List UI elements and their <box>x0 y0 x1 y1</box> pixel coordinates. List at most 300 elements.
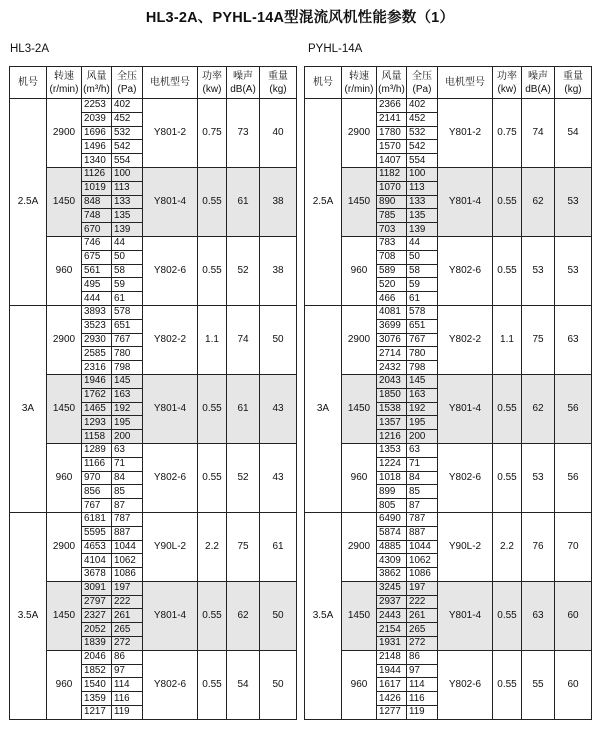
pressure-cell: 554 <box>407 154 438 168</box>
pressure-cell: 113 <box>407 181 438 195</box>
weight-cell: 38 <box>260 167 297 236</box>
airflow-cell: 1931 <box>377 637 407 651</box>
airflow-cell: 2930 <box>82 333 112 347</box>
power-cell: 0.55 <box>198 581 227 650</box>
pressure-cell: 50 <box>407 250 438 264</box>
airflow-cell: 4653 <box>82 540 112 554</box>
airflow-cell: 1465 <box>82 402 112 416</box>
pressure-cell: 145 <box>407 374 438 388</box>
pressure-cell: 63 <box>112 443 143 457</box>
motor-model-cell: Y801-2 <box>143 99 198 168</box>
noise-cell: 76 <box>522 512 555 581</box>
speed-cell: 960 <box>342 650 377 719</box>
pressure-cell: 200 <box>112 430 143 444</box>
weight-cell: 40 <box>260 99 297 168</box>
header-power: 功率 (kw) <box>493 67 522 99</box>
airflow-cell: 783 <box>377 236 407 250</box>
airflow-cell: 1839 <box>82 637 112 651</box>
speed-cell: 2900 <box>47 512 82 581</box>
speed-cell: 1450 <box>342 581 377 650</box>
airflow-cell: 1496 <box>82 140 112 154</box>
pressure-cell: 272 <box>407 637 438 651</box>
pressure-cell: 265 <box>112 623 143 637</box>
pressure-cell: 119 <box>112 706 143 720</box>
airflow-cell: 2052 <box>82 623 112 637</box>
motor-model-cell: Y90L-2 <box>438 512 493 581</box>
airflow-cell: 1359 <box>82 692 112 706</box>
speed-cell: 1450 <box>342 374 377 443</box>
weight-cell: 63 <box>555 305 592 374</box>
pressure-cell: 163 <box>112 388 143 402</box>
pressure-cell: 261 <box>112 609 143 623</box>
pressure-cell: 139 <box>407 223 438 237</box>
motor-model-cell: Y802-2 <box>143 305 198 374</box>
airflow-cell: 1944 <box>377 664 407 678</box>
airflow-cell: 2154 <box>377 623 407 637</box>
airflow-cell: 3678 <box>82 568 112 582</box>
pressure-cell: 1062 <box>112 554 143 568</box>
motor-model-cell: Y801-2 <box>438 99 493 168</box>
pressure-cell: 578 <box>112 305 143 319</box>
airflow-cell: 3245 <box>377 581 407 595</box>
noise-cell: 75 <box>227 512 260 581</box>
airflow-cell: 1538 <box>377 402 407 416</box>
table-row <box>305 167 592 181</box>
table-row <box>10 374 297 388</box>
noise-cell: 53 <box>522 236 555 305</box>
airflow-cell: 1570 <box>377 140 407 154</box>
weight-cell: 56 <box>555 443 592 512</box>
noise-cell: 74 <box>522 99 555 168</box>
header-motor-model: 电机型号 <box>143 67 198 99</box>
header-fan-no: 机号 <box>305 67 342 99</box>
pressure-cell: 71 <box>407 457 438 471</box>
airflow-cell: 1224 <box>377 457 407 471</box>
noise-cell: 62 <box>522 374 555 443</box>
airflow-cell: 3699 <box>377 319 407 333</box>
speed-cell: 2900 <box>342 99 377 168</box>
pressure-cell: 554 <box>112 154 143 168</box>
table-row <box>305 512 592 526</box>
pressure-cell: 798 <box>407 361 438 375</box>
fan-no-cell: 3.5A <box>305 512 342 719</box>
airflow-cell: 3091 <box>82 581 112 595</box>
header-power: 功率 (kw) <box>198 67 227 99</box>
airflow-cell: 890 <box>377 195 407 209</box>
pressure-cell: 114 <box>112 678 143 692</box>
power-cell: 1.1 <box>493 305 522 374</box>
pressure-cell: 63 <box>407 443 438 457</box>
table-row <box>10 305 297 319</box>
pressure-cell: 222 <box>407 595 438 609</box>
pressure-cell: 197 <box>407 581 438 595</box>
airflow-cell: 856 <box>82 485 112 499</box>
motor-model-cell: Y802-6 <box>143 443 198 512</box>
pressure-cell: 197 <box>112 581 143 595</box>
airflow-cell: 703 <box>377 223 407 237</box>
pressure-cell: 272 <box>112 637 143 651</box>
airflow-cell: 708 <box>377 250 407 264</box>
fan-no-cell: 2.5A <box>305 99 342 306</box>
airflow-cell: 746 <box>82 236 112 250</box>
pressure-cell: 44 <box>112 236 143 250</box>
airflow-cell: 2714 <box>377 347 407 361</box>
power-cell: 1.1 <box>198 305 227 374</box>
weight-cell: 43 <box>260 374 297 443</box>
speed-cell: 960 <box>47 236 82 305</box>
airflow-cell: 3893 <box>82 305 112 319</box>
pressure-cell: 135 <box>112 209 143 223</box>
airflow-cell: 4885 <box>377 540 407 554</box>
airflow-cell: 2148 <box>377 650 407 664</box>
airflow-cell: 767 <box>82 499 112 513</box>
pressure-cell: 97 <box>407 664 438 678</box>
motor-model-cell: Y802-6 <box>438 236 493 305</box>
airflow-cell: 1166 <box>82 457 112 471</box>
airflow-cell: 3076 <box>377 333 407 347</box>
airflow-cell: 2039 <box>82 112 112 126</box>
airflow-cell: 1070 <box>377 181 407 195</box>
pressure-cell: 59 <box>112 278 143 292</box>
airflow-cell: 4104 <box>82 554 112 568</box>
airflow-cell: 3523 <box>82 319 112 333</box>
pressure-cell: 1044 <box>112 540 143 554</box>
airflow-cell: 2797 <box>82 595 112 609</box>
airflow-cell: 848 <box>82 195 112 209</box>
header-airflow: 风量 (m³/h) <box>82 67 112 99</box>
airflow-cell: 2937 <box>377 595 407 609</box>
motor-model-cell: Y802-6 <box>438 443 493 512</box>
pressure-cell: 116 <box>112 692 143 706</box>
power-cell: 0.55 <box>493 650 522 719</box>
pressure-cell: 192 <box>407 402 438 416</box>
power-cell: 0.55 <box>198 167 227 236</box>
table-row <box>10 512 297 526</box>
airflow-cell: 2327 <box>82 609 112 623</box>
weight-cell: 60 <box>555 650 592 719</box>
motor-model-cell: Y802-6 <box>438 650 493 719</box>
fan-no-cell: 3A <box>10 305 47 512</box>
noise-cell: 74 <box>227 305 260 374</box>
speed-cell: 1450 <box>47 167 82 236</box>
weight-cell: 50 <box>260 581 297 650</box>
table-row <box>305 236 592 250</box>
weight-cell: 43 <box>260 443 297 512</box>
pressure-cell: 1062 <box>407 554 438 568</box>
power-cell: 2.2 <box>198 512 227 581</box>
pressure-cell: 798 <box>112 361 143 375</box>
pressure-cell: 200 <box>407 430 438 444</box>
airflow-cell: 1289 <box>82 443 112 457</box>
speed-cell: 1450 <box>47 581 82 650</box>
power-cell: 0.55 <box>493 236 522 305</box>
speed-cell: 960 <box>342 443 377 512</box>
noise-cell: 73 <box>227 99 260 168</box>
pressure-cell: 50 <box>112 250 143 264</box>
pressure-cell: 61 <box>112 292 143 306</box>
airflow-cell: 2443 <box>377 609 407 623</box>
airflow-cell: 670 <box>82 223 112 237</box>
table-row <box>305 305 592 319</box>
pressure-cell: 192 <box>112 402 143 416</box>
pressure-cell: 44 <box>407 236 438 250</box>
pressure-cell: 532 <box>407 126 438 140</box>
motor-model-cell: Y90L-2 <box>143 512 198 581</box>
airflow-cell: 444 <box>82 292 112 306</box>
pressure-cell: 85 <box>407 485 438 499</box>
pressure-cell: 59 <box>407 278 438 292</box>
table-row <box>305 581 592 595</box>
airflow-cell: 899 <box>377 485 407 499</box>
weight-cell: 61 <box>260 512 297 581</box>
pressure-cell: 145 <box>112 374 143 388</box>
power-cell: 0.55 <box>493 581 522 650</box>
weight-cell: 70 <box>555 512 592 581</box>
motor-model-cell: Y801-4 <box>143 374 198 443</box>
power-cell: 0.55 <box>493 374 522 443</box>
pressure-cell: 84 <box>112 471 143 485</box>
speed-cell: 1450 <box>342 167 377 236</box>
fan-no-cell: 3A <box>305 305 342 512</box>
table-row <box>10 99 297 113</box>
airflow-cell: 1216 <box>377 430 407 444</box>
pressure-cell: 84 <box>407 471 438 485</box>
noise-cell: 62 <box>227 581 260 650</box>
airflow-cell: 2043 <box>377 374 407 388</box>
airflow-cell: 1357 <box>377 416 407 430</box>
pressure-cell: 265 <box>407 623 438 637</box>
header-noise: 噪声 dB(A) <box>522 67 555 99</box>
pressure-cell: 452 <box>407 112 438 126</box>
airflow-cell: 561 <box>82 264 112 278</box>
airflow-cell: 1217 <box>82 706 112 720</box>
power-cell: 0.55 <box>198 650 227 719</box>
speed-cell: 960 <box>47 650 82 719</box>
pressure-cell: 195 <box>407 416 438 430</box>
pressure-cell: 195 <box>112 416 143 430</box>
pressure-cell: 402 <box>112 99 143 113</box>
pressure-cell: 780 <box>112 347 143 361</box>
pressure-cell: 1086 <box>112 568 143 582</box>
airflow-cell: 2046 <box>82 650 112 664</box>
pressure-cell: 87 <box>407 499 438 513</box>
airflow-cell: 1780 <box>377 126 407 140</box>
pressure-cell: 222 <box>112 595 143 609</box>
airflow-cell: 520 <box>377 278 407 292</box>
header-row <box>10 67 297 99</box>
speed-cell: 2900 <box>342 512 377 581</box>
table-row <box>10 443 297 457</box>
weight-cell: 53 <box>555 167 592 236</box>
airflow-cell: 4081 <box>377 305 407 319</box>
page-title: HL3-2A、PYHL-14A型混流风机性能参数（1） <box>145 10 455 26</box>
airflow-cell: 5874 <box>377 526 407 540</box>
airflow-cell: 5595 <box>82 526 112 540</box>
header-weight: 重量 (kg) <box>260 67 297 99</box>
noise-cell: 53 <box>522 443 555 512</box>
header-pressure: 全压 (Pa) <box>407 67 438 99</box>
pressure-cell: 542 <box>407 140 438 154</box>
pressure-cell: 114 <box>407 678 438 692</box>
weight-cell: 53 <box>555 236 592 305</box>
table-row <box>10 650 297 664</box>
airflow-cell: 6181 <box>82 512 112 526</box>
pressure-cell: 767 <box>407 333 438 347</box>
airflow-cell: 1293 <box>82 416 112 430</box>
noise-cell: 52 <box>227 443 260 512</box>
header-fan-no: 机号 <box>10 67 47 99</box>
pressure-cell: 119 <box>407 706 438 720</box>
noise-cell: 52 <box>227 236 260 305</box>
airflow-cell: 2316 <box>82 361 112 375</box>
weight-cell: 60 <box>555 581 592 650</box>
speed-cell: 2900 <box>47 305 82 374</box>
airflow-cell: 1353 <box>377 443 407 457</box>
airflow-cell: 2366 <box>377 99 407 113</box>
pressure-cell: 100 <box>112 167 143 181</box>
airflow-cell: 805 <box>377 499 407 513</box>
airflow-cell: 3862 <box>377 568 407 582</box>
pressure-cell: 651 <box>407 319 438 333</box>
airflow-cell: 675 <box>82 250 112 264</box>
noise-cell: 61 <box>227 167 260 236</box>
airflow-cell: 1126 <box>82 167 112 181</box>
weight-cell: 38 <box>260 236 297 305</box>
fan-no-cell: 2.5A <box>10 99 47 306</box>
weight-cell: 54 <box>555 99 592 168</box>
table-row <box>305 443 592 457</box>
speed-cell: 960 <box>47 443 82 512</box>
motor-model-cell: Y802-6 <box>143 236 198 305</box>
airflow-cell: 1696 <box>82 126 112 140</box>
airflow-cell: 1277 <box>377 706 407 720</box>
header-airflow: 风量 (m³/h) <box>377 67 407 99</box>
weight-cell: 50 <box>260 650 297 719</box>
noise-cell: 55 <box>522 650 555 719</box>
airflow-cell: 1852 <box>82 664 112 678</box>
table-row <box>10 581 297 595</box>
motor-model-cell: Y802-2 <box>438 305 493 374</box>
airflow-cell: 495 <box>82 278 112 292</box>
header-speed: 转速 (r/min) <box>342 67 377 99</box>
pressure-cell: 452 <box>112 112 143 126</box>
pressure-cell: 1086 <box>407 568 438 582</box>
right-table-label: PYHL-14A <box>308 43 363 55</box>
header-weight: 重量 (kg) <box>555 67 592 99</box>
pressure-cell: 887 <box>407 526 438 540</box>
pressure-cell: 542 <box>112 140 143 154</box>
pressure-cell: 113 <box>112 181 143 195</box>
header-motor-model: 电机型号 <box>438 67 493 99</box>
airflow-cell: 2585 <box>82 347 112 361</box>
motor-model-cell: Y801-4 <box>438 374 493 443</box>
power-cell: 0.75 <box>493 99 522 168</box>
airflow-cell: 785 <box>377 209 407 223</box>
airflow-cell: 466 <box>377 292 407 306</box>
pressure-cell: 787 <box>112 512 143 526</box>
airflow-cell: 1182 <box>377 167 407 181</box>
table-row <box>10 167 297 181</box>
pressure-cell: 261 <box>407 609 438 623</box>
noise-cell: 63 <box>522 581 555 650</box>
power-cell: 0.75 <box>198 99 227 168</box>
airflow-cell: 748 <box>82 209 112 223</box>
airflow-cell: 6490 <box>377 512 407 526</box>
airflow-cell: 1018 <box>377 471 407 485</box>
power-cell: 0.55 <box>493 167 522 236</box>
pressure-cell: 787 <box>407 512 438 526</box>
table-row <box>305 99 592 113</box>
airflow-cell: 1617 <box>377 678 407 692</box>
weight-cell: 56 <box>555 374 592 443</box>
pressure-cell: 133 <box>112 195 143 209</box>
airflow-cell: 4309 <box>377 554 407 568</box>
airflow-cell: 970 <box>82 471 112 485</box>
pressure-cell: 100 <box>407 167 438 181</box>
header-pressure: 全压 (Pa) <box>112 67 143 99</box>
motor-model-cell: Y801-4 <box>143 581 198 650</box>
pressure-cell: 86 <box>112 650 143 664</box>
noise-cell: 75 <box>522 305 555 374</box>
left-table-label: HL3-2A <box>10 43 49 55</box>
power-cell: 0.55 <box>493 443 522 512</box>
power-cell: 0.55 <box>198 443 227 512</box>
airflow-cell: 1540 <box>82 678 112 692</box>
power-cell: 0.55 <box>198 374 227 443</box>
airflow-cell: 2432 <box>377 361 407 375</box>
airflow-cell: 1762 <box>82 388 112 402</box>
weight-cell: 50 <box>260 305 297 374</box>
pressure-cell: 97 <box>112 664 143 678</box>
speed-cell: 2900 <box>47 99 82 168</box>
header-speed: 转速 (r/min) <box>47 67 82 99</box>
table-row <box>305 650 592 664</box>
airflow-cell: 2141 <box>377 112 407 126</box>
pyhl-14a-performance-table <box>304 66 592 720</box>
motor-model-cell: Y801-4 <box>438 581 493 650</box>
motor-model-cell: Y802-6 <box>143 650 198 719</box>
pressure-cell: 71 <box>112 457 143 471</box>
pressure-cell: 87 <box>112 499 143 513</box>
hl3-2a-performance-table <box>9 66 297 720</box>
header-row <box>305 67 592 99</box>
airflow-cell: 1946 <box>82 374 112 388</box>
airflow-cell: 1158 <box>82 430 112 444</box>
pressure-cell: 780 <box>407 347 438 361</box>
fan-no-cell: 3.5A <box>10 512 47 719</box>
pressure-cell: 139 <box>112 223 143 237</box>
noise-cell: 61 <box>227 374 260 443</box>
pressure-cell: 58 <box>407 264 438 278</box>
pressure-cell: 532 <box>112 126 143 140</box>
pressure-cell: 887 <box>112 526 143 540</box>
power-cell: 2.2 <box>493 512 522 581</box>
motor-model-cell: Y801-4 <box>143 167 198 236</box>
pressure-cell: 58 <box>112 264 143 278</box>
airflow-cell: 2253 <box>82 99 112 113</box>
airflow-cell: 1850 <box>377 388 407 402</box>
pressure-cell: 163 <box>407 388 438 402</box>
pressure-cell: 651 <box>112 319 143 333</box>
pressure-cell: 116 <box>407 692 438 706</box>
noise-cell: 54 <box>227 650 260 719</box>
airflow-cell: 1019 <box>82 181 112 195</box>
pressure-cell: 402 <box>407 99 438 113</box>
pressure-cell: 1044 <box>407 540 438 554</box>
speed-cell: 2900 <box>342 305 377 374</box>
pressure-cell: 86 <box>407 650 438 664</box>
power-cell: 0.55 <box>198 236 227 305</box>
